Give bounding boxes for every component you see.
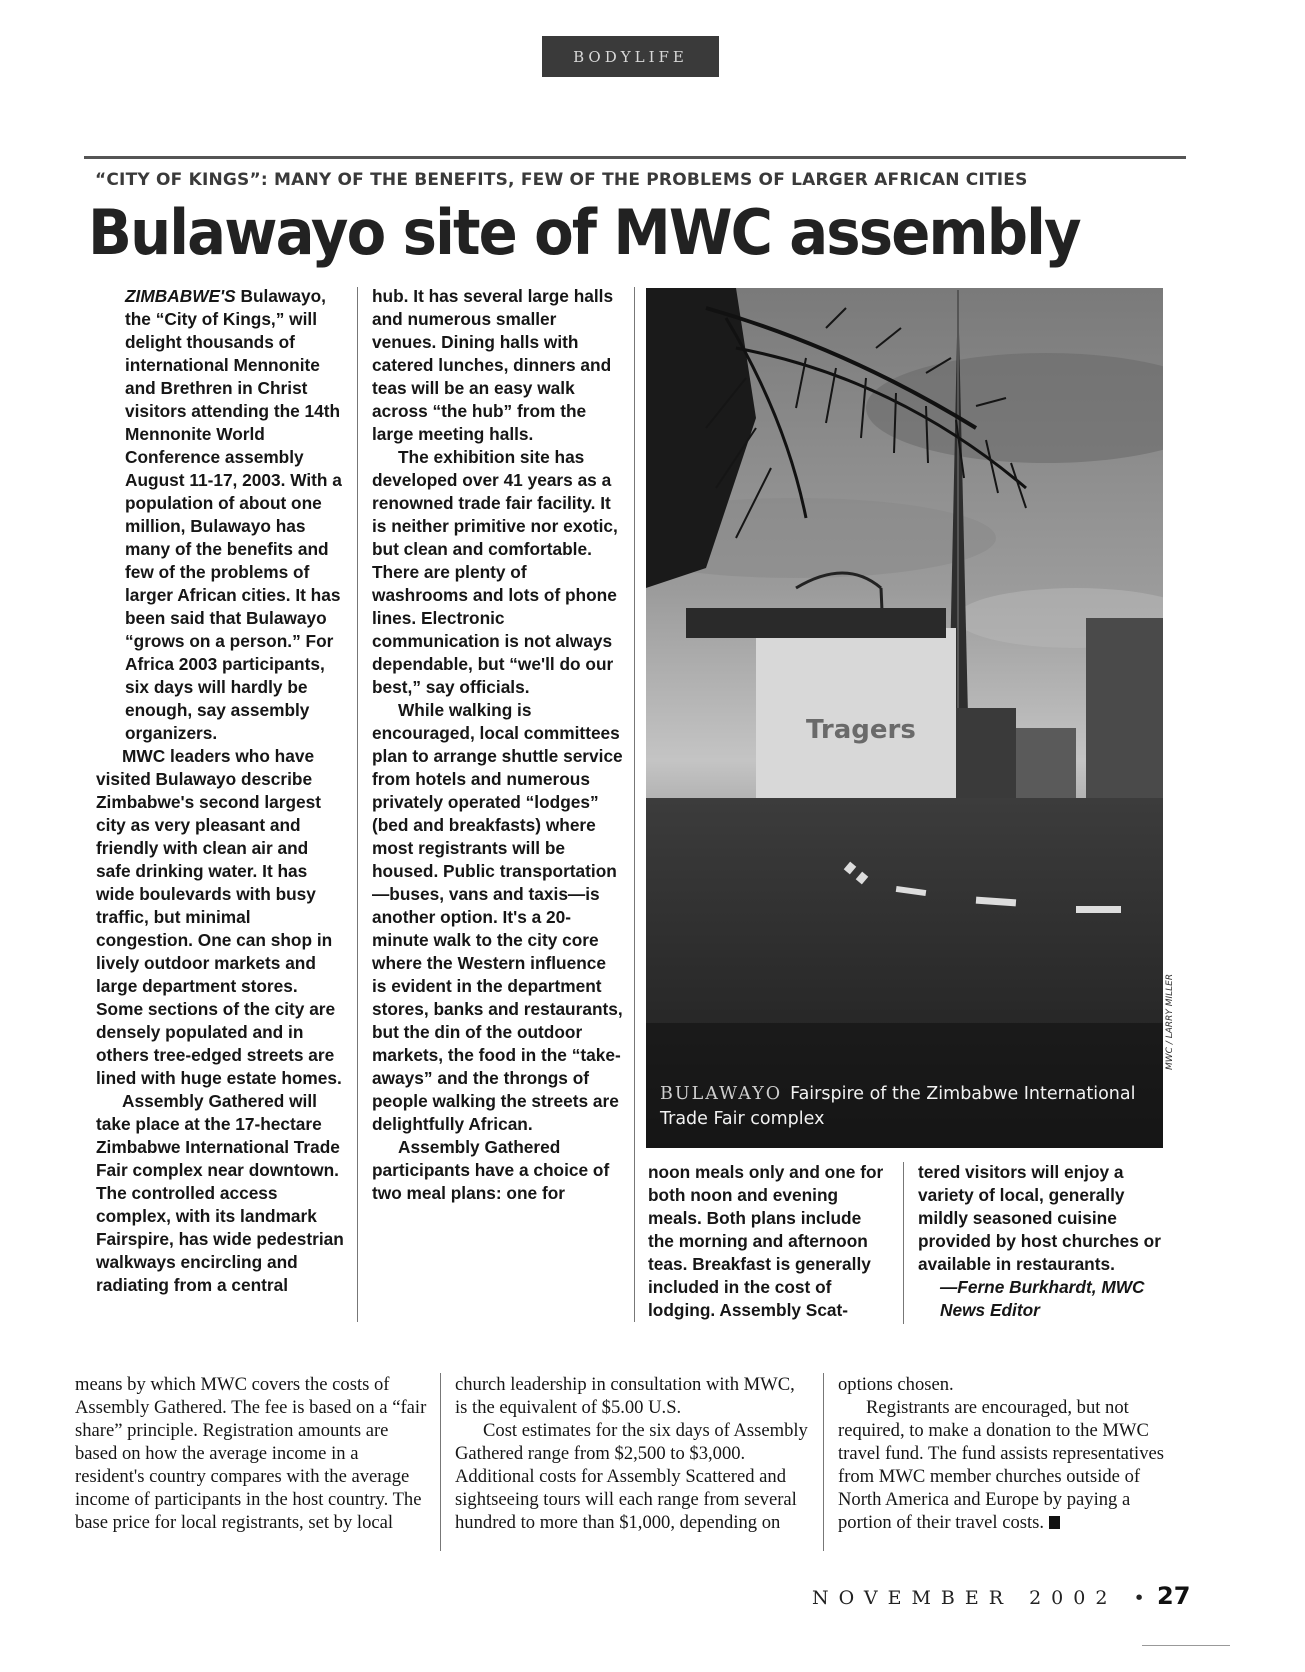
column-divider	[823, 1373, 824, 1551]
section-label: BODYLIFE	[542, 36, 719, 77]
article-paragraph: tered visitors will enjoy a variety of local, generally mildly seasoned cuisine provided by host churches or available in restaurants.	[918, 1162, 1161, 1274]
column-divider	[903, 1162, 904, 1324]
photo-caption	[660, 1082, 1155, 1132]
sidebar-paragraph: means by which MWC covers the costs of Assembly Gathered. The fee is based on a “fair share” principle. Registration amounts are based on how the average income in a resident's country compares with the average income of participants in the host country. The base price for local registrants, set by local	[75, 1374, 427, 1533]
photo-illustration	[646, 288, 1163, 1148]
bullet-separator: •	[1133, 1587, 1155, 1609]
sidebar-paragraph: Registrants are encouraged, but not required, to make a donation to the MWC travel fund. The fund assists representatives from MWC member churches outside of North America and Europe by paying a portion of their travel costs.	[838, 1397, 1164, 1533]
column-divider	[634, 287, 635, 1322]
article-paragraph: ZIMBABWE'S Bulawayo, the “City of Kings,” will delight thousands of international Mennonite and Brethren in Christ visitors attending the 14th Mennonite World Conference assembly August 11-17, 2003. With a population of about one million, Bulawayo has many of the benefits and few of the problems of larger African cities. It has been said that Bulawayo “grows on a person.” For Africa 2003 participants, six days will hardly be enough, say assembly organizers.	[125, 286, 342, 743]
article-paragraph: noon meals only and one for both noon and evening meals. Both plans include the morning and afternoon teas. Breakfast is generally included in the cost of lodging. Assembly Scat-	[648, 1162, 884, 1320]
page-number: 27	[1157, 1582, 1191, 1610]
article-column-4	[918, 1161, 1166, 1322]
article-paragraph: MWC leaders who have visited Bulawayo describe Zimbabwe's second largest city as very pleasant and friendly with clean air and safe drinking water. It has wide boulevards with busy traffic, but minimal congestion. One can shop in lively outdoor markets and large department stores. Some sections of the city are densely populated and in others tree-edged streets are lined with huge estate homes.	[96, 746, 342, 1088]
fairspire-photo	[646, 288, 1163, 1148]
sidebar-paragraph: options chosen.	[838, 1374, 954, 1395]
article-paragraph: The exhibition site has developed over 41 years as a renowned trade fair facility. It is neither primitive nor exotic, but clean and comfortable. There are plenty of washrooms and lots of phone lines. Electronic communication is not always dependable, but “we'll do our best,” say officials.	[372, 447, 618, 697]
caption-text: Fairspire of the Zimbabwe International Trade Fair complex	[660, 1084, 1136, 1129]
article-column-1	[96, 285, 346, 1297]
page-title: Bulawayo site of MWC assembly	[88, 196, 1080, 269]
top-rule	[84, 156, 1186, 159]
sidebar-paragraph: Cost estimates for the six days of Assembly Gathered range from $2,500 to $3,000. Additional costs for Assembly Scattered and sightseeing tours will each range from several hundred to more than $1,000, depending on	[455, 1420, 808, 1533]
caption-place: BULAWAYO	[660, 1084, 783, 1104]
column-divider	[357, 287, 358, 1322]
kicker: “CITY OF KINGS”: MANY OF THE BENEFITS, FEW OF THE PROBLEMS OF LARGER AFRICAN CITIES	[95, 170, 1028, 190]
bottom-rule	[1142, 1645, 1230, 1646]
article-paragraph: Assembly Gathered participants have a choice of two meal plans: one for	[372, 1137, 610, 1203]
sidebar-column-1	[75, 1373, 430, 1534]
article-column-2	[372, 285, 624, 1205]
article-paragraph: hub. It has several large halls and numerous smaller venues. Dining halls with catered lunches, dinners and teas will be an easy walk across “the hub” from the large meeting halls.	[372, 286, 614, 444]
article-column-3	[648, 1161, 890, 1322]
byline: —Ferne Burkhardt, MWC News Editor	[940, 1277, 1145, 1320]
article-paragraph: Assembly Gathered will take place at the 17-hectare Zimbabwe International Trade Fair complex near downtown. The controlled access complex, with its landmark Fairspire, has wide pedestrian walkways encircling and radiating from a central	[96, 1091, 344, 1295]
sidebar-paragraph: church leadership in consultation with MWC, is the equivalent of $5.00 U.S.	[455, 1374, 795, 1418]
lead-word: ZIMBABWE'S	[125, 286, 236, 306]
article-paragraph: While walking is encouraged, local committees plan to arrange shuttle service from hotels and numerous privately operated “lodges” (bed and breakfasts) where most registrants will be housed. Public transportation—buses, vans and taxis—is another option. It's a 20-minute walk to the city core where the Western influence is evident in the department stores, banks and restaurants, but the din of the outdoor markets, the food in the “take-aways” and the throngs of people walking the streets are delightfully African.	[372, 700, 623, 1134]
issue-date: NOVEMBER 2002 •	[812, 1587, 1155, 1609]
sidebar-column-2	[455, 1373, 810, 1534]
column-divider	[440, 1373, 441, 1551]
end-mark-icon	[1049, 1516, 1060, 1529]
building-sign: Tragers	[806, 715, 916, 745]
photo-credit: MWC / LARRY MILLER	[1165, 973, 1175, 1070]
sidebar-column-3	[838, 1373, 1183, 1534]
